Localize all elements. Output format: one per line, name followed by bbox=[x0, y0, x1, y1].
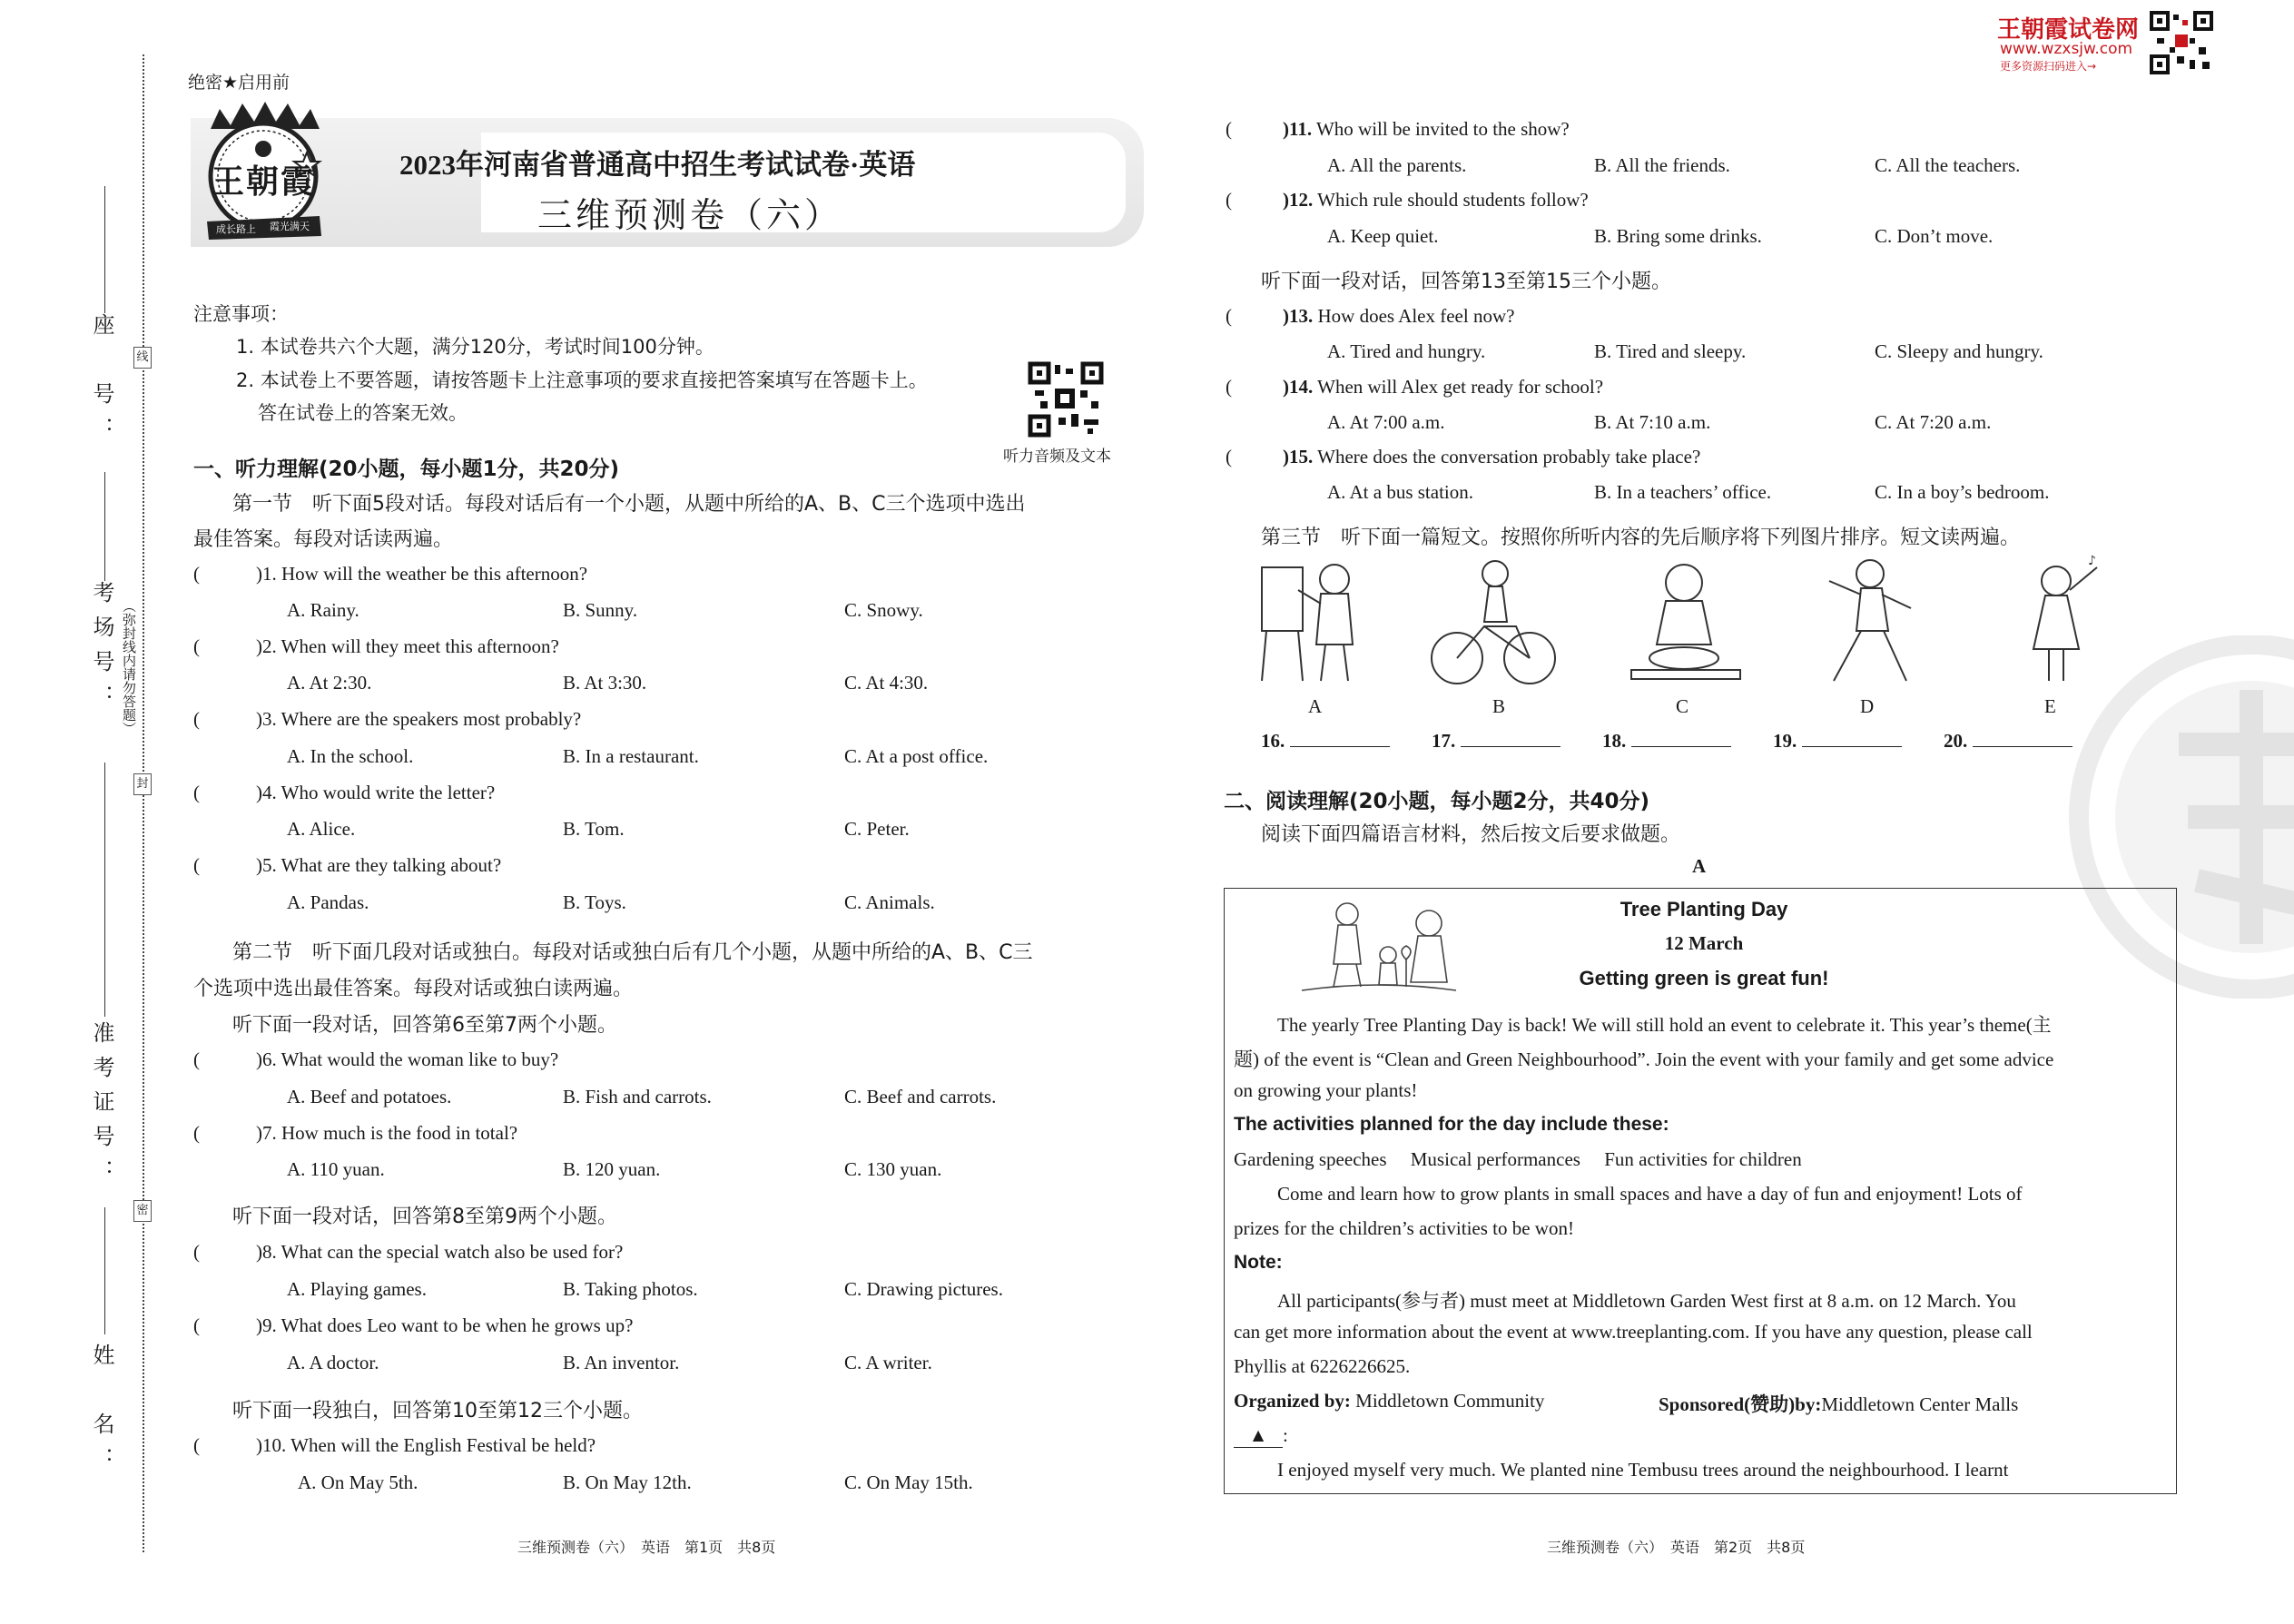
option-c[interactable]: C. In a boy’s bedroom. bbox=[1875, 481, 2050, 503]
secret-mark: 绝密★启用前 bbox=[188, 73, 290, 93]
answer-paren[interactable]: ( bbox=[193, 1314, 200, 1336]
option-b[interactable]: B. Bring some drinks. bbox=[1594, 225, 1762, 247]
option-a[interactable]: A. Tired and hungry. bbox=[1327, 340, 1486, 362]
question-number: )15. bbox=[1283, 446, 1314, 468]
answer-paren[interactable]: ( bbox=[193, 782, 200, 803]
question-stem: Who would write the letter? bbox=[281, 782, 496, 803]
sponsor-line bbox=[1659, 1390, 2018, 1417]
answer-blank-19[interactable] bbox=[1773, 730, 1902, 753]
answer-paren[interactable]: ( bbox=[193, 1241, 200, 1263]
blank-line[interactable] bbox=[1973, 746, 2072, 747]
instr-q13-15: 听下面一段对话，回答第13至第15三个小题。 bbox=[1261, 271, 1671, 293]
notes-item-3: 答在试卷上的答案无效。 bbox=[258, 402, 468, 424]
option-c[interactable]: C. Don’t move. bbox=[1875, 225, 1994, 247]
part1-title: 一、听力理解(20小题，每小题1分，共20分) bbox=[193, 458, 620, 481]
option-a[interactable]: A. Keep quiet. bbox=[1327, 225, 1439, 247]
picture-row bbox=[1257, 554, 2138, 690]
blank-number: 16. bbox=[1261, 730, 1285, 752]
svg-text:♪: ♪ bbox=[2088, 554, 2096, 568]
picture-b bbox=[1432, 561, 1555, 684]
question-stem: What can the special watch also be used for? bbox=[281, 1241, 624, 1263]
room-label: 考场号： bbox=[89, 581, 114, 719]
site-url[interactable]: www.wzxsjw.com bbox=[2000, 40, 2133, 58]
answer-paren[interactable]: ( bbox=[193, 854, 200, 876]
brand-tag-1: 成长路上 bbox=[216, 223, 256, 235]
question-stem: How much is the food in total? bbox=[281, 1122, 518, 1144]
option-c[interactable]: C. All the teachers. bbox=[1875, 154, 2021, 176]
instr-q10-12: 听下面一段独白，回答第10至第12三个小题。 bbox=[232, 1400, 643, 1422]
passage-a-box bbox=[1224, 888, 2177, 1494]
note-title: Note: bbox=[1234, 1252, 1283, 1273]
site-brand: 王朝霞试卷网 bbox=[1997, 16, 2140, 44]
binding-mark-seal: 封 bbox=[133, 773, 152, 795]
organizer-line bbox=[1234, 1390, 1544, 1412]
question-text bbox=[1283, 376, 1603, 399]
option-c[interactable]: C. Sleepy and hungry. bbox=[1875, 340, 2043, 362]
part2-title: 二、阅读理解(20小题，每小题2分，共40分) bbox=[1224, 790, 1650, 813]
picture-label-c: C bbox=[1676, 695, 1689, 717]
room-line bbox=[104, 472, 105, 581]
option-a[interactable]: A. At 2:30. bbox=[287, 672, 372, 694]
activities-list: Gardening speeches Musical performances Fun activities for children bbox=[1234, 1148, 1802, 1170]
question-text bbox=[256, 1241, 623, 1264]
tree-planting-graphic bbox=[1297, 896, 1461, 996]
question-stem: What does Leo want to be when he grows up? bbox=[281, 1314, 634, 1336]
question-text bbox=[256, 1314, 633, 1337]
name-line bbox=[104, 1207, 105, 1334]
binding-warning: （弥封线内请勿答题） bbox=[121, 599, 137, 735]
site-qr-graphic bbox=[2150, 11, 2213, 74]
listening-qr-code[interactable] bbox=[1028, 361, 1104, 438]
option-b[interactable]: B. All the friends. bbox=[1594, 154, 1730, 176]
organizer-label: Organized by: bbox=[1234, 1390, 1351, 1412]
note-line2: can get more information about the event at www.treeplanting.com. If you have any question, please call bbox=[1234, 1321, 2033, 1343]
option-c[interactable]: C. Snowy. bbox=[844, 599, 923, 621]
answer-paren[interactable]: ( bbox=[193, 1122, 200, 1144]
blank-number: 20. bbox=[1944, 730, 1968, 752]
answer-paren[interactable]: ( bbox=[193, 708, 200, 730]
question-stem: Who will be invited to the show? bbox=[1315, 118, 1570, 140]
option-c[interactable]: C. Beef and carrots. bbox=[844, 1086, 997, 1107]
question-stem: When will Alex get ready for school? bbox=[1317, 376, 1604, 398]
sec2-instr-line2: 个选项中选出最佳答案。每段对话或独白读两遍。 bbox=[193, 978, 634, 1000]
answer-paren[interactable]: ( bbox=[1226, 118, 1232, 140]
question-text bbox=[256, 854, 501, 877]
note-line3: Phyllis at 6226226625. bbox=[1234, 1355, 1411, 1377]
site-qr-code[interactable] bbox=[2150, 11, 2213, 74]
picture-label-d: D bbox=[1860, 695, 1875, 717]
question-number: )4. bbox=[256, 782, 277, 803]
question-text bbox=[256, 1122, 517, 1145]
question-stem: Where does the conversation probably take place? bbox=[1317, 446, 1701, 468]
ticket-line bbox=[104, 763, 105, 1017]
passage-slogan: Getting green is great fun! bbox=[1579, 967, 1829, 989]
question-text bbox=[256, 563, 587, 586]
picture-label-b: B bbox=[1492, 695, 1506, 717]
option-c[interactable]: C. Animals. bbox=[844, 891, 935, 913]
question-stem: What are they talking about? bbox=[281, 854, 502, 876]
site-hint: 更多资源扫码进入→ bbox=[2000, 60, 2097, 73]
blank-line[interactable] bbox=[1461, 746, 1561, 747]
question-stem: When will the English Festival be held? bbox=[290, 1434, 596, 1456]
blank-line[interactable] bbox=[1290, 746, 1390, 747]
option-a[interactable]: A. At 7:00 a.m. bbox=[1327, 411, 1445, 433]
passage-date: 12 March bbox=[1664, 932, 1744, 954]
answer-blank-16[interactable] bbox=[1261, 730, 1390, 753]
question-text bbox=[1283, 118, 1570, 141]
option-b[interactable]: B. 120 yuan. bbox=[563, 1158, 661, 1180]
binding-mark-close: 密 bbox=[133, 1200, 152, 1222]
question-stem: Where are the speakers most probably? bbox=[281, 708, 582, 730]
option-c[interactable]: C. At 4:30. bbox=[844, 672, 929, 694]
sec3-instr: 第三节 听下面一篇短文。按照你所听内容的先后顺序将下列图片排序。短文读两遍。 bbox=[1261, 527, 2021, 549]
exam-subtitle: 三维预测卷（六） bbox=[537, 195, 843, 235]
question-number: )12. bbox=[1283, 189, 1314, 211]
answer-paren[interactable]: ( bbox=[193, 1434, 200, 1456]
brand-name: 王朝霞 bbox=[212, 163, 316, 201]
notes-title: 注意事项： bbox=[193, 303, 289, 325]
option-b[interactable]: B. In a teachers’ office. bbox=[1594, 481, 1772, 503]
passage-section-label: A bbox=[1692, 855, 1707, 877]
question-number: )5. bbox=[256, 854, 277, 876]
option-b[interactable]: B. Sunny. bbox=[563, 599, 638, 621]
seat-line bbox=[104, 186, 105, 313]
question-stem: How will the weather be this afternoon? bbox=[281, 563, 588, 585]
note-line1: All participants(参与者) must meet at Middletown Garden West first at 8 a.m. on 12 March. You bbox=[1277, 1290, 2016, 1312]
question-number: )1. bbox=[256, 563, 277, 585]
sec1-instr-line1: 第一节 听下面5段对话。每段对话后有一个小题，从题中所给的A、B、C三个选项中选出 bbox=[232, 493, 1026, 516]
answer-blank-17[interactable] bbox=[1432, 730, 1561, 753]
answer-paren[interactable]: ( bbox=[193, 1048, 200, 1070]
option-c[interactable]: C. Drawing pictures. bbox=[844, 1278, 1003, 1300]
question-stem: What would the woman like to buy? bbox=[281, 1048, 559, 1070]
question-text bbox=[256, 708, 581, 731]
option-b[interactable]: B. Toys. bbox=[563, 891, 626, 913]
answer-paren[interactable]: ( bbox=[193, 635, 200, 657]
brand-tag-2: 霞光满天 bbox=[270, 221, 310, 232]
question-text bbox=[1283, 446, 1700, 468]
answer-paren[interactable]: ( bbox=[193, 563, 200, 585]
option-c[interactable]: C. On May 15th. bbox=[844, 1471, 973, 1493]
answer-blank-20[interactable] bbox=[1944, 730, 2072, 753]
picture-label-a: A bbox=[1308, 695, 1323, 717]
picture-illustrations bbox=[1257, 554, 2138, 690]
name-label: 姓 名： bbox=[89, 1343, 114, 1481]
sponsor-label: Sponsored(赞助)by: bbox=[1659, 1393, 1822, 1415]
option-b[interactable]: B. In a restaurant. bbox=[563, 745, 699, 767]
footer-right: 三维预测卷（六） 英语 第2页 共8页 bbox=[1547, 1539, 1806, 1556]
question-text bbox=[256, 635, 559, 658]
option-a[interactable]: A. On May 5th. bbox=[298, 1471, 418, 1493]
notes-item-2: 2. 本试卷上不要答题，请按答题卡上注意事项的要求直接把答案填写在答题卡上。 bbox=[236, 369, 928, 391]
question-text bbox=[256, 1434, 596, 1457]
binding-mark-line: 线 bbox=[133, 347, 152, 369]
triangle-heading[interactable]: ▲ : bbox=[1234, 1424, 1288, 1448]
question-number: )6. bbox=[256, 1048, 277, 1070]
option-a[interactable]: A. 110 yuan. bbox=[287, 1158, 385, 1180]
part2-instr: 阅读下面四篇语言材料，然后按文后要求做题。 bbox=[1261, 823, 1681, 846]
blank-number: 17. bbox=[1432, 730, 1456, 752]
question-number: )11. bbox=[1283, 118, 1313, 140]
notes-item-1: 1. 本试卷共六个大题，满分120分，考试时间100分钟。 bbox=[236, 336, 714, 358]
picture-a bbox=[1262, 565, 1353, 681]
listening-qr-graphic bbox=[1028, 361, 1104, 438]
blank-number: 19. bbox=[1773, 730, 1797, 752]
question-number: )8. bbox=[256, 1241, 277, 1263]
ticket-label: 准考证号： bbox=[89, 1021, 114, 1194]
triangle-blank[interactable]: ▲ bbox=[1234, 1424, 1283, 1448]
picture-c bbox=[1631, 565, 1740, 679]
passage-p1-line2: 题) of the event is “Clean and Green Neighbourhood”. Join the event with your family and get some advice bbox=[1234, 1048, 2054, 1070]
question-number: )9. bbox=[256, 1314, 277, 1336]
blank-line[interactable] bbox=[1631, 746, 1731, 747]
passage-p1-line3: on growing your plants! bbox=[1234, 1079, 1418, 1101]
question-stem: Which rule should students follow? bbox=[1317, 189, 1589, 211]
question-text bbox=[1283, 189, 1589, 212]
option-c[interactable]: C. 130 yuan. bbox=[844, 1158, 942, 1180]
footer-left: 三维预测卷（六） 英语 第1页 共8页 bbox=[517, 1539, 776, 1556]
option-c[interactable]: C. At 7:20 a.m. bbox=[1875, 411, 1992, 433]
activities-title: The activities planned for the day include these: bbox=[1234, 1114, 1669, 1135]
option-a[interactable]: A. Rainy. bbox=[287, 599, 359, 621]
question-text bbox=[256, 782, 495, 804]
binding-dotted-line bbox=[143, 54, 144, 1552]
option-b[interactable]: B. At 3:30. bbox=[563, 672, 647, 694]
answer-paren[interactable]: ( bbox=[1226, 376, 1232, 398]
question-stem: When will they meet this afternoon? bbox=[281, 635, 559, 657]
question-number: )7. bbox=[256, 1122, 277, 1144]
option-a[interactable]: A. Pandas. bbox=[287, 891, 369, 913]
passage-last-line: I enjoyed myself very much. We planted nine Tembusu trees around the neighbourhood. I learnt bbox=[1277, 1459, 2009, 1481]
option-c[interactable]: C. Peter. bbox=[844, 818, 910, 840]
blank-number: 18. bbox=[1602, 730, 1627, 752]
qr-caption: 听力音频及文本 bbox=[1003, 448, 1111, 466]
passage-p2-line1: Come and learn how to grow plants in small spaces and have a day of fun and enjoyment! Lots of bbox=[1277, 1183, 2023, 1205]
organizer-value: Middletown Community bbox=[1355, 1390, 1545, 1412]
instr-q6-7: 听下面一段对话，回答第6至第7两个小题。 bbox=[232, 1014, 617, 1037]
option-a[interactable]: A. Beef and potatoes. bbox=[287, 1086, 452, 1107]
option-a[interactable]: A. Alice. bbox=[287, 818, 356, 840]
tree-planting-illustration bbox=[1297, 896, 1461, 996]
option-b[interactable]: B. On May 12th. bbox=[563, 1471, 692, 1493]
option-b[interactable]: B. Tired and sleepy. bbox=[1594, 340, 1747, 362]
option-c[interactable]: C. A writer. bbox=[844, 1352, 932, 1373]
option-a[interactable]: A. All the parents. bbox=[1327, 154, 1467, 176]
option-c[interactable]: C. At a post office. bbox=[844, 745, 989, 767]
option-a[interactable]: A. A doctor. bbox=[287, 1352, 379, 1373]
option-b[interactable]: B. Tom. bbox=[563, 818, 625, 840]
option-b[interactable]: B. Taking photos. bbox=[563, 1278, 698, 1300]
answer-paren[interactable]: ( bbox=[1226, 305, 1232, 327]
question-stem: How does Alex feel now? bbox=[1317, 305, 1515, 327]
question-number: )13. bbox=[1283, 305, 1314, 327]
exam-title: 2023年河南省普通高中招生考试试卷·英语 bbox=[399, 149, 916, 181]
sponsor-value: Middletown Center Malls bbox=[1821, 1393, 2019, 1415]
question-number: )10. bbox=[256, 1434, 287, 1456]
question-number: )3. bbox=[256, 708, 277, 730]
instr-q8-9: 听下面一段对话，回答第8至第9两个小题。 bbox=[232, 1206, 617, 1228]
answer-blank-18[interactable] bbox=[1602, 730, 1731, 753]
option-a[interactable]: A. At a bus station. bbox=[1327, 481, 1473, 503]
passage-title: Tree Planting Day bbox=[1620, 898, 1788, 920]
picture-e bbox=[2033, 554, 2097, 681]
passage-p1-line1: The yearly Tree Planting Day is back! We will still hold an event to celebrate it. This year’s theme(主 bbox=[1277, 1014, 2052, 1036]
option-b[interactable]: B. Fish and carrots. bbox=[563, 1086, 712, 1107]
question-number: )14. bbox=[1283, 376, 1314, 398]
option-a[interactable]: A. Playing games. bbox=[287, 1278, 427, 1300]
question-text bbox=[256, 1048, 558, 1071]
answer-paren[interactable]: ( bbox=[1226, 189, 1232, 211]
option-b[interactable]: B. At 7:10 a.m. bbox=[1594, 411, 1711, 433]
option-a[interactable]: A. In the school. bbox=[287, 745, 414, 767]
picture-label-e: E bbox=[2044, 695, 2056, 717]
option-b[interactable]: B. An inventor. bbox=[563, 1352, 680, 1373]
sec1-instr-line2: 最佳答案。每段对话读两遍。 bbox=[193, 528, 454, 551]
passage-p2-line2: prizes for the children’s activities to be won! bbox=[1234, 1217, 1574, 1239]
blank-line[interactable] bbox=[1802, 746, 1902, 747]
question-text bbox=[1283, 305, 1514, 328]
sec2-instr-line1: 第二节 听下面几段对话或独白。每段对话或独白后有几个小题，从题中所给的A、B、C三 bbox=[232, 941, 1033, 964]
seat-label: 座 号： bbox=[89, 313, 114, 451]
question-number: )2. bbox=[256, 635, 277, 657]
picture-d bbox=[1829, 560, 1911, 681]
answer-paren[interactable]: ( bbox=[1226, 446, 1232, 468]
